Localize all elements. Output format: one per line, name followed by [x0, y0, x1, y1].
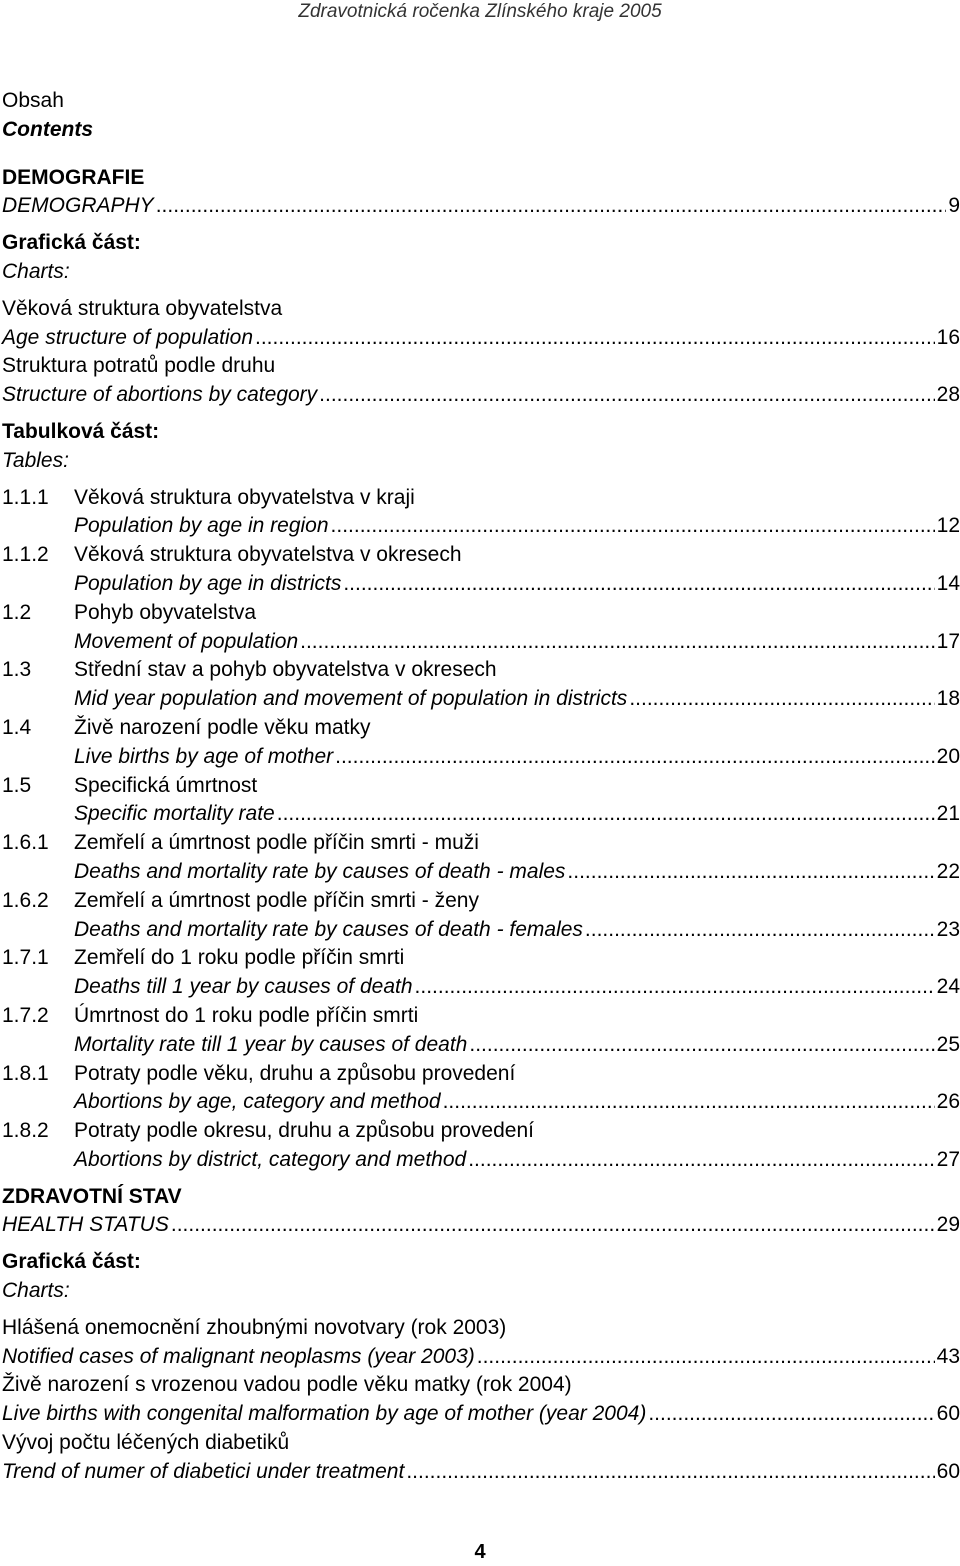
- dot-leader: [319, 381, 934, 410]
- table-entry[interactable]: [2, 944, 960, 1002]
- page-ref: 26: [936, 1090, 960, 1114]
- dot-leader: [156, 192, 947, 221]
- entry-title-en: Abortions by district, category and method: [74, 1147, 467, 1171]
- entry-title-cz: Potraty podle okresu, druhu a způsobu provedení: [74, 1119, 534, 1143]
- entry-title-en: Deaths and mortality rate by causes of death - males: [74, 859, 566, 883]
- entry-number: 1.5: [2, 773, 32, 797]
- page-ref: 12: [936, 514, 960, 538]
- entry-number: 1.6.1: [2, 831, 49, 855]
- entry-number: 1.8.2: [2, 1119, 49, 1143]
- entry-title-cz: Specifická úmrtnost: [74, 773, 258, 797]
- page-ref: 60: [936, 1402, 960, 1426]
- entry-title-cz: Živě narození s vrozenou vadou podle věku matky (rok 2004): [2, 1373, 572, 1397]
- dot-leader: [331, 512, 935, 541]
- page-ref: 20: [936, 744, 960, 768]
- entry-title-cz: Věková struktura obyvatelstva: [2, 296, 283, 320]
- entry-title-cz: Střední stav a pohyb obyvatelstva v okresech: [74, 658, 497, 682]
- dot-leader: [629, 685, 934, 714]
- health-heading-en: HEALTH STATUS: [2, 1213, 169, 1237]
- page-ref: 24: [936, 975, 960, 999]
- dot-leader: [171, 1211, 935, 1240]
- table-entry[interactable]: [2, 1002, 960, 1060]
- entry-number: 1.6.2: [2, 888, 49, 912]
- dot-leader: [406, 1458, 934, 1487]
- chart-entry[interactable]: [2, 295, 960, 353]
- entry-title-en: Specific mortality rate: [74, 802, 275, 826]
- entry-title-cz: Pohyb obyvatelstva: [74, 600, 257, 624]
- running-header: Zdravotnická ročenka Zlínského kraje 2005: [298, 1, 662, 22]
- entry-title-en: Age structure of population: [2, 325, 253, 349]
- entry-title-en: Population by age in districts: [74, 571, 342, 595]
- entry-title-cz: Vývoj počtu léčených diabetiků: [2, 1431, 290, 1455]
- entry-title-cz: Věková struktura obyvatelstva v kraji: [74, 485, 415, 509]
- page-ref: 9: [948, 194, 960, 218]
- contents-title-cz: Obsah: [2, 89, 64, 112]
- table-entry[interactable]: [2, 1117, 960, 1175]
- entry-title-en: Notified cases of malignant neoplasms (year 2003): [2, 1344, 475, 1368]
- page-number: 4: [474, 1541, 486, 1563]
- entry-number: 1.8.1: [2, 1061, 49, 1085]
- entry-title-en: Deaths and mortality rate by causes of death - females: [74, 917, 583, 941]
- dot-leader: [335, 743, 935, 772]
- page-ref: 29: [936, 1213, 960, 1237]
- entry-title-en: Deaths till 1 year by causes of death: [74, 975, 413, 999]
- entry-number: 1.4: [2, 715, 32, 739]
- entry-number: 1.1.1: [2, 485, 49, 509]
- table-entry[interactable]: [2, 714, 960, 772]
- page-ref: 43: [936, 1344, 960, 1368]
- entry-title-en: Mortality rate till 1 year by causes of death: [74, 1032, 468, 1056]
- page-ref: 25: [936, 1032, 960, 1056]
- entry-number: 1.2: [2, 600, 32, 624]
- dot-leader: [468, 1146, 934, 1175]
- dot-leader: [469, 1031, 934, 1060]
- entry-title-en: Live births with congenital malformation by age of mother (year 2004): [2, 1402, 647, 1426]
- entry-title-cz: Struktura potratů podle druhu: [2, 354, 276, 378]
- dot-leader: [567, 858, 934, 887]
- entry-title-en: Population by age in region: [74, 514, 329, 538]
- table-entry[interactable]: [2, 887, 960, 945]
- health-heading-cz: ZDRAVOTNÍ STAV: [2, 1184, 182, 1208]
- demography-heading-entry[interactable]: [2, 192, 960, 221]
- entry-title-en: Structure of abortions by category: [2, 383, 318, 407]
- page-ref: 16: [936, 325, 960, 349]
- page-ref: 28: [936, 383, 960, 407]
- charts-label-en: Charts:: [2, 1279, 70, 1303]
- page-ref: 22: [936, 859, 960, 883]
- page-ref: 27: [936, 1147, 960, 1171]
- table-entry[interactable]: [2, 772, 960, 830]
- table-entry[interactable]: [2, 656, 960, 714]
- entry-title-en: Movement of population: [74, 629, 299, 653]
- page-ref: 60: [936, 1459, 960, 1483]
- entry-title-cz: Úmrtnost do 1 roku podle příčin smrti: [74, 1003, 419, 1027]
- table-entry[interactable]: [2, 541, 960, 599]
- dot-leader: [277, 800, 935, 829]
- entry-title-en: Mid year population and movement of population in districts: [74, 687, 628, 711]
- chart-entry[interactable]: [2, 1429, 960, 1487]
- dot-leader: [585, 916, 935, 945]
- dot-leader: [343, 570, 934, 599]
- table-of-contents: [2, 87, 960, 1487]
- entry-number: 1.1.2: [2, 543, 49, 567]
- charts-label-cz: Grafická část:: [2, 231, 141, 255]
- entry-number: 1.7.2: [2, 1003, 49, 1027]
- page-ref: 14: [936, 571, 960, 595]
- page-ref: 18: [936, 687, 960, 711]
- page-ref: 23: [936, 917, 960, 941]
- entry-title-cz: Věková struktura obyvatelstva v okresech: [74, 543, 462, 567]
- entry-title-cz: Živě narození podle věku matky: [74, 715, 371, 739]
- charts-label-cz: Grafická část:: [2, 1250, 141, 1274]
- tables-label-cz: Tabulková část:: [2, 419, 160, 443]
- entry-number: 1.7.1: [2, 946, 49, 970]
- chart-entry[interactable]: [2, 1314, 960, 1372]
- entry-number: 1.3: [2, 658, 32, 682]
- page-ref: 21: [936, 802, 960, 826]
- health-heading-entry[interactable]: [2, 1211, 960, 1240]
- dot-leader: [648, 1400, 934, 1429]
- entry-title-cz: Zemřelí a úmrtnost podle příčin smrti - ženy: [74, 888, 479, 912]
- entry-title-en: Trend of numer of diabetici under treatment: [2, 1459, 405, 1483]
- demography-heading-cz: DEMOGRAFIE: [2, 165, 145, 189]
- table-entry[interactable]: [2, 599, 960, 657]
- dot-leader: [415, 973, 935, 1002]
- table-entry[interactable]: [2, 1060, 960, 1118]
- entry-title-cz: Potraty podle věku, druhu a způsobu provedení: [74, 1061, 516, 1085]
- dot-leader: [300, 628, 935, 657]
- entry-title-en: Abortions by age, category and method: [74, 1090, 441, 1114]
- dot-leader: [443, 1088, 935, 1117]
- contents-title-en: Contents: [2, 117, 93, 141]
- entry-title-cz: Zemřelí do 1 roku podle příčin smrti: [74, 946, 405, 970]
- demography-heading-en: DEMOGRAPHY: [2, 194, 154, 218]
- entry-title-cz: Hlášená onemocnění zhoubnými novotvary (rok 2003): [2, 1315, 507, 1339]
- dot-leader: [477, 1343, 935, 1372]
- tables-label-en: Tables:: [2, 448, 69, 472]
- table-entry[interactable]: [2, 484, 960, 542]
- entry-title-cz: Zemřelí a úmrtnost podle příčin smrti - muži: [74, 831, 479, 855]
- entry-title-en: Live births by age of mother: [74, 744, 334, 768]
- page-ref: 17: [936, 629, 960, 653]
- charts-label-en: Charts:: [2, 259, 70, 283]
- chart-entry[interactable]: [2, 352, 960, 410]
- table-entry[interactable]: [2, 829, 960, 887]
- chart-entry[interactable]: [2, 1371, 960, 1429]
- dot-leader: [255, 324, 935, 353]
